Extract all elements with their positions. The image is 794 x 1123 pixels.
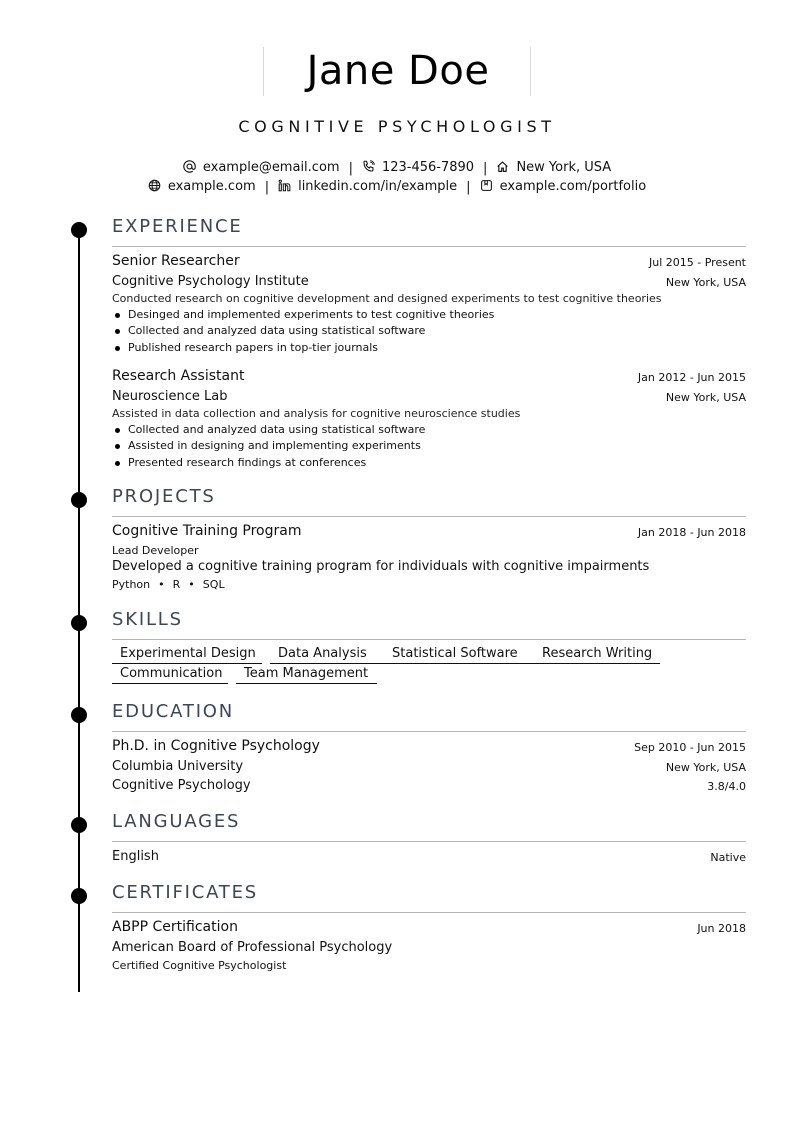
name-frame bbox=[263, 47, 531, 96]
experience-bullet: Assisted in designing and implementing experiments bbox=[112, 438, 425, 454]
section-divider bbox=[112, 731, 746, 732]
contact-separator: | bbox=[264, 179, 270, 195]
certificate-description: Certified Cognitive Psychologist bbox=[112, 959, 287, 972]
timeline-dot bbox=[71, 615, 87, 631]
timeline-dot bbox=[71, 707, 87, 723]
project-keywords bbox=[112, 578, 225, 591]
experience-location: New York, USA bbox=[665, 391, 746, 404]
experience-org: Neuroscience Lab bbox=[112, 389, 228, 404]
section-title-certificates: CERTIFICATES bbox=[112, 882, 258, 903]
timeline-dot bbox=[71, 817, 87, 833]
skill-tag: Statistical Software bbox=[384, 646, 534, 664]
experience-bullets bbox=[112, 307, 494, 356]
skill-tag: Communication bbox=[112, 666, 228, 684]
timeline-dot bbox=[71, 222, 87, 238]
certificate-issuer: American Board of Professional Psychology bbox=[112, 940, 393, 955]
education-location: New York, USA bbox=[665, 761, 746, 774]
section-title-education: EDUCATION bbox=[112, 701, 235, 722]
section-title-skills: SKILLS bbox=[112, 609, 183, 630]
contact-location-text: New York, USA bbox=[516, 160, 612, 175]
at-icon bbox=[183, 160, 196, 173]
contact-phone-text: 123-456-7890 bbox=[381, 160, 475, 175]
language-level: Native bbox=[710, 851, 746, 864]
home-icon bbox=[496, 160, 509, 173]
section-divider bbox=[112, 841, 746, 842]
contact-row-2 bbox=[0, 178, 794, 197]
contact-separator: | bbox=[348, 160, 353, 176]
experience-dates: Jan 2012 - Jun 2015 bbox=[637, 371, 746, 384]
education-dates: Sep 2010 - Jun 2015 bbox=[634, 741, 746, 754]
skill-tag: Team Management bbox=[236, 666, 377, 684]
portfolio-icon bbox=[480, 179, 493, 192]
section-divider bbox=[112, 912, 746, 913]
project-name: Cognitive Training Program bbox=[112, 523, 302, 539]
contact-website[interactable] bbox=[148, 178, 256, 196]
project-role: Lead Developer bbox=[112, 544, 199, 557]
experience-bullet: Presented research findings at conferences bbox=[112, 455, 425, 471]
project-keyword: R bbox=[172, 578, 181, 591]
skill-tag: Research Writing bbox=[534, 646, 660, 664]
contact-email[interactable] bbox=[183, 159, 340, 177]
experience-location: New York, USA bbox=[665, 276, 746, 289]
globe-icon bbox=[148, 179, 161, 192]
contact-phone[interactable] bbox=[362, 159, 474, 177]
education-field: Cognitive Psychology bbox=[112, 778, 251, 793]
timeline-line bbox=[78, 222, 80, 992]
contact-separator: | bbox=[466, 179, 471, 195]
language-name: English bbox=[112, 849, 159, 864]
experience-dates: Jul 2015 - Present bbox=[649, 256, 746, 269]
experience-bullet: Published research papers in top-tier journals bbox=[112, 340, 494, 356]
timeline-dot bbox=[71, 888, 87, 904]
certificate-name: ABPP Certification bbox=[112, 919, 238, 935]
project-keyword: SQL bbox=[202, 578, 225, 591]
linkedin-icon bbox=[278, 179, 291, 192]
section-title-languages: LANGUAGES bbox=[112, 811, 241, 832]
experience-summary: Conducted research on cognitive development and designed experiments to test cognitive theories bbox=[112, 292, 662, 305]
contact-separator: | bbox=[483, 160, 488, 176]
education-gpa: 3.8/4.0 bbox=[707, 780, 746, 793]
contact-email-text: example@email.com bbox=[202, 160, 340, 175]
job-title: COGNITIVE PSYCHOLOGIST bbox=[238, 117, 556, 136]
experience-role: Senior Researcher bbox=[112, 253, 240, 269]
section-title-experience: EXPERIENCE bbox=[112, 216, 243, 237]
certificate-date: Jun 2018 bbox=[697, 922, 746, 935]
project-description: Developed a cognitive training program for individuals with cognitive impairments bbox=[112, 559, 650, 574]
contact-portfolio[interactable] bbox=[480, 178, 647, 196]
project-keyword: Python bbox=[112, 578, 151, 591]
contact-portfolio-text: example.com/portfolio bbox=[499, 179, 647, 194]
contact-website-text: example.com bbox=[167, 179, 256, 194]
experience-bullet: Collected and analyzed data using statistical software bbox=[112, 323, 494, 339]
experience-summary: Assisted in data collection and analysis for cognitive neuroscience studies bbox=[112, 407, 521, 420]
section-divider bbox=[112, 246, 746, 247]
section-title-projects: PROJECTS bbox=[112, 486, 216, 507]
skill-tag: Experimental Design bbox=[112, 646, 262, 664]
experience-role: Research Assistant bbox=[112, 368, 245, 384]
section-divider bbox=[112, 516, 746, 517]
timeline-dot bbox=[71, 492, 87, 508]
contact-linkedin-text: linkedin.com/in/example bbox=[298, 179, 458, 194]
contact-row-1 bbox=[0, 159, 794, 178]
experience-bullet: Collected and analyzed data using statistical software bbox=[112, 422, 425, 438]
candidate-name: Jane Doe bbox=[306, 48, 490, 94]
phone-icon bbox=[362, 160, 375, 173]
experience-bullet: Desinged and implemented experiments to test cognitive theories bbox=[112, 307, 494, 323]
keyword-separator: • bbox=[188, 578, 195, 591]
section-divider bbox=[112, 639, 746, 640]
education-degree: Ph.D. in Cognitive Psychology bbox=[112, 738, 320, 754]
keyword-separator: • bbox=[158, 578, 165, 591]
contact-location bbox=[496, 159, 611, 177]
project-dates: Jan 2018 - Jun 2018 bbox=[637, 526, 746, 539]
education-school: Columbia University bbox=[112, 759, 244, 774]
experience-bullets bbox=[112, 422, 425, 471]
contact-linkedin[interactable] bbox=[278, 178, 457, 196]
skill-tag: Data Analysis bbox=[270, 646, 384, 664]
experience-org: Cognitive Psychology Institute bbox=[112, 274, 309, 289]
